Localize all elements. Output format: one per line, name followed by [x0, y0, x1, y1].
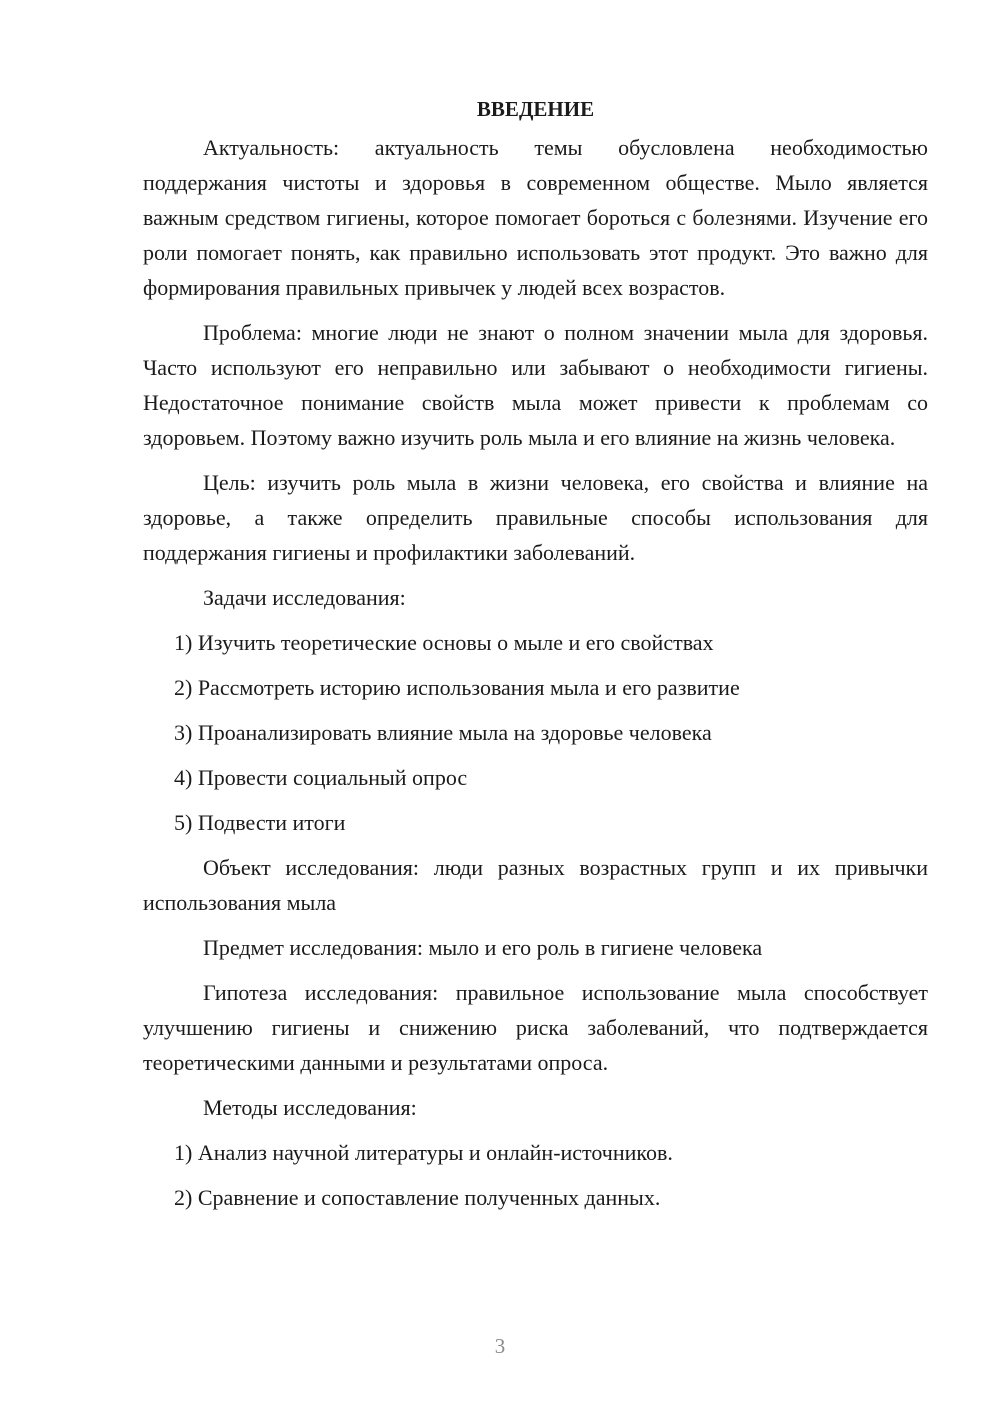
- methods-heading: Методы исследования:: [203, 1095, 417, 1120]
- method-item: 1) Анализ научной литературы и онлайн-источников.: [174, 1140, 673, 1165]
- tasks-heading: Задачи исследования:: [203, 585, 406, 610]
- task-item: 4) Провести социальный опрос: [174, 765, 468, 790]
- page-number: 3: [494, 1334, 506, 1358]
- page-title: ВВЕДЕНИЕ: [476, 97, 595, 121]
- task-item: 3) Проанализировать влияние мыла на здоровье человека: [174, 720, 712, 745]
- task-item: 5) Подвести итоги: [174, 810, 346, 835]
- task-item: 1) Изучить теоретические основы о мыле и его свойствах: [174, 630, 714, 655]
- object-paragraph: Объект исследования: люди разных возрастных групп и их привычки использования мыла: [143, 855, 928, 915]
- goal-paragraph: Цель: изучить роль мыла в жизни человека, его свойства и влияние на здоровье, а также определить правильные способы использования для поддержания гигиены и профилактики заболеваний.: [143, 470, 928, 565]
- hypothesis-paragraph: Гипотеза исследования: правильное использование мыла способствует улучшению гигиены и снижению риска заболеваний, что подтверждается теоретическими данными и результатами опроса.: [143, 980, 928, 1075]
- relevance-paragraph: Актуальность: актуальность темы обусловлена необходимостью поддержания чистоты и здоровья в современном обществе. Мыло является важным средством гигиены, которое помогает бороться с болезнями. Изучение его роли помогает понять, как правильно использовать этот продукт. Это важно для формирования правильных привычек у людей всех возрастов.: [143, 135, 928, 300]
- problem-paragraph: Проблема: многие люди не знают о полном значении мыла для здоровья. Часто используют его неправильно или забывают о необходимости гигиены. Недостаточное понимание свойств мыла может привести к проблемам со здоровьем. Поэтому важно изучить роль мыла и его влияние на жизнь человека.: [143, 320, 928, 450]
- task-item: 2) Рассмотреть историю использования мыла и его развитие: [174, 675, 740, 700]
- subject-paragraph: Предмет исследования: мыло и его роль в гигиене человека: [203, 935, 763, 960]
- page-content: [143, 92, 928, 1225]
- method-item: 2) Сравнение и сопоставление полученных данных.: [174, 1185, 661, 1210]
